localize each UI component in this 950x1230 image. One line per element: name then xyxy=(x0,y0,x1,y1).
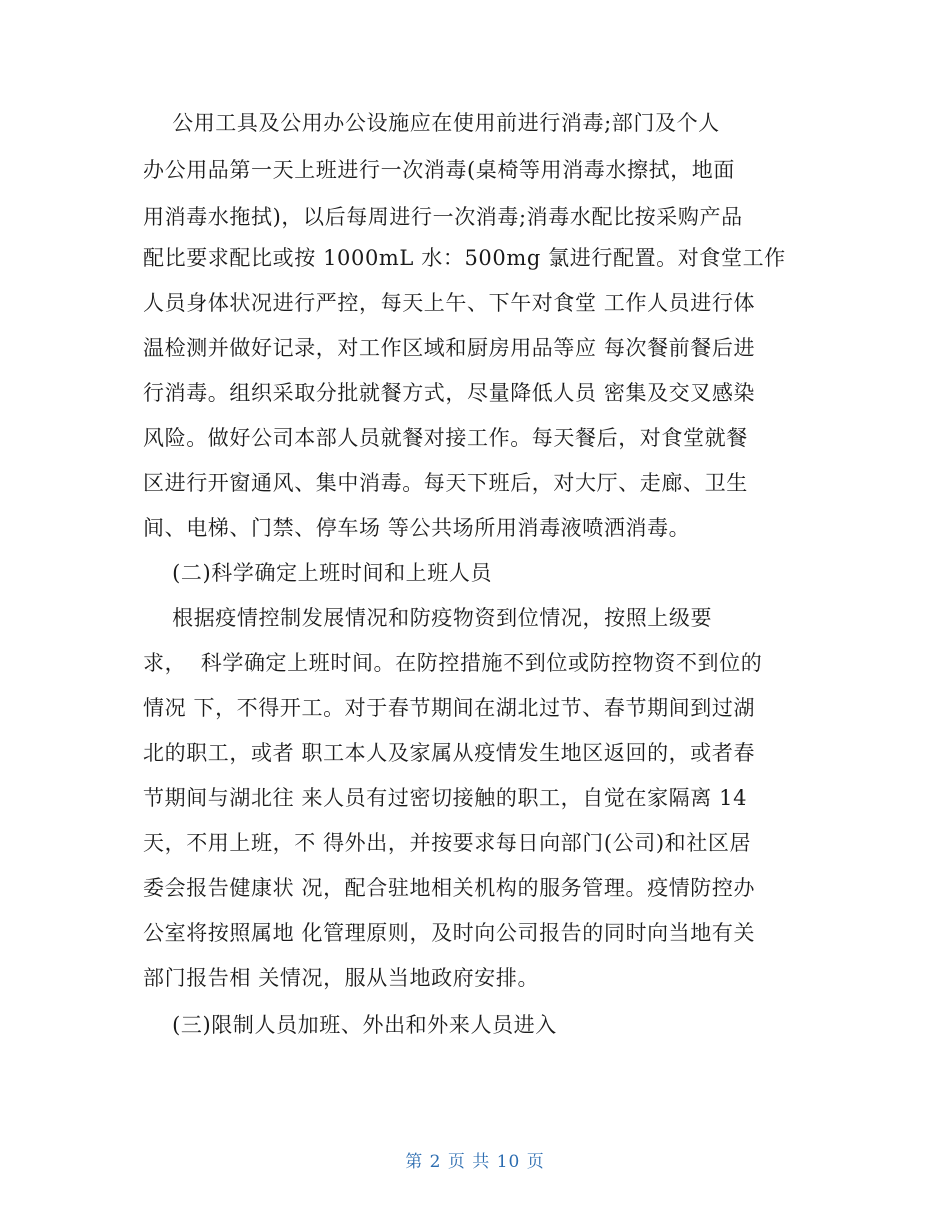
body-text-line: 委会报告健康状 况，配合驻地相关机构的服务管理。疫情防控办 xyxy=(143,876,756,900)
body-text-line: 风险。做好公司本部人员就餐对接工作。每天餐后，对食堂就餐 xyxy=(143,426,748,450)
body-text-line: 公用工具及公用办公设施应在使用前进行消毒;部门及个人 xyxy=(143,111,720,135)
section-heading: (三)限制人员加班、外出和外来人员进入 xyxy=(143,1013,557,1037)
page-number-footer: 第 2 页 共 10 页 xyxy=(405,1152,545,1172)
body-text-line: 间、电梯、门禁、停车场 等公共场所用消毒液喷洒消毒。 xyxy=(143,516,691,540)
body-text-line: 办公用品第一天上班进行一次消毒(桌椅等用消毒水擦拭，地面 xyxy=(143,158,735,182)
section-heading: (二)科学确定上班时间和上班人员 xyxy=(143,561,493,585)
body-text-line: 天，不用上班，不 得外出，并按要求每日向部门(公司)和社区居 xyxy=(143,831,752,855)
body-text-line: 配比要求配比或按 1000mL 水：500mg 氯进行配置。对食堂工作 xyxy=(143,246,786,270)
body-text-line: 用消毒水拖拭)，以后每周进行一次消毒;消毒水配比按采购产品 xyxy=(143,205,743,229)
body-text-line: 情况 下，不得开工。对于春节期间在湖北过节、春节期间到过湖 xyxy=(143,696,756,720)
body-text-line: 温检测并做好记录，对工作区域和厨房用品等应 每次餐前餐后进 xyxy=(143,336,756,360)
body-text-line: 求， 科学确定上班时间。在防控措施不到位或防控物资不到位的 xyxy=(143,651,763,675)
body-text-line: 部门报告相 关情况，服从当地政府安排。 xyxy=(143,966,540,990)
body-text-line: 公室将按照属地 化管理原则，及时向公司报告的同时向当地有关 xyxy=(143,921,756,945)
body-text-line: 根据疫情控制发展情况和防疫物资到位情况，按照上级要 xyxy=(143,606,713,630)
body-text-line: 行消毒。组织采取分批就餐方式，尽量降低人员 密集及交叉感染 xyxy=(143,381,756,405)
body-text-line: 区进行开窗通风、集中消毒。每天下班后，对大厅、走廊、卫生 xyxy=(143,471,748,495)
body-text-line: 节期间与湖北往 来人员有过密切接触的职工，自觉在家隔离 14 xyxy=(143,786,748,810)
body-text-line: 人员身体状况进行严控，每天上午、下午对食堂 工作人员进行体 xyxy=(143,291,756,315)
body-text-line: 北的职工，或者 职工本人及家属从疫情发生地区返回的，或者春 xyxy=(143,741,756,765)
